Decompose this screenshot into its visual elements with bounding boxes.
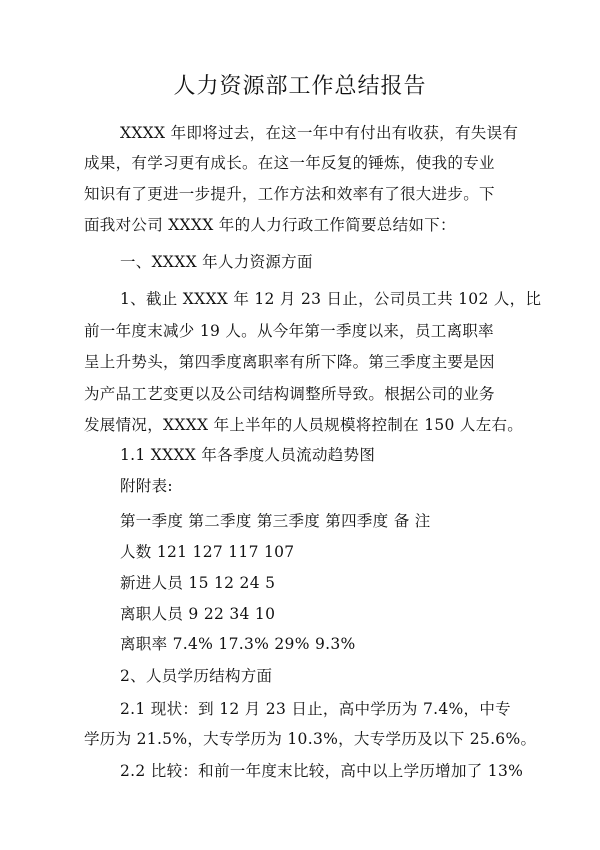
section2-heading: 2、人员学历结构方面 (120, 667, 273, 685)
intro-line-1: XXXX 年即将过去，在这一年中有付出有收获，有失误有 (120, 124, 519, 142)
section1-heading: 一、XXXX 年人力资源方面 (120, 253, 313, 271)
chart-caption: 1.1 XXXX 年各季度人员流动趋势图 (120, 446, 376, 464)
page-title: 人力资源部工作总结报告 (173, 74, 427, 99)
section1-item1-line-1: 1、截止 XXXX 年 12 月 23 日止，公司员工共 102 人，比 (120, 290, 542, 308)
table-header-row: 第一季度 第二季度 第三季度 第四季度 备 注 (120, 512, 431, 530)
section2-item2-line-1: 2.2 比较：和前一年度末比较，高中以上学历增加了 13% (120, 762, 524, 780)
table-row-headcount: 人数 121 127 117 107 (120, 543, 295, 561)
section1-item1-line-5: 发展情况，XXXX 年上半年的人员规模将控制在 150 人左右。 (84, 416, 524, 434)
table-row-new-hires: 新进人员 15 12 24 5 (120, 574, 276, 592)
section1-item1-line-2: 前一年度末减少 19 人。从今年第一季度以来，员工离职率 (84, 322, 494, 340)
section1-item1-line-3: 呈上升势头，第四季度离职率有所下降。第三季度主要是因 (84, 353, 495, 371)
attachment-label: 附附表: (120, 477, 173, 495)
table-row-turnover-rate: 离职率 7.4% 17.3% 29% 9.3% (120, 635, 356, 653)
intro-line-4: 面我对公司 XXXX 年的人力行政工作简要总结如下： (84, 216, 456, 234)
section1-item1-line-4: 为产品工艺变更以及公司结构调整所导致。根据公司的业务 (84, 385, 495, 403)
intro-line-2: 成果，有学习更有成长。在这一年反复的锤炼，使我的专业 (84, 154, 495, 172)
section2-item1-line-2: 学历为 21.5%，大专学历为 10.3%，大专学历及以下 25.6%。 (84, 730, 537, 748)
table-row-departures: 离职人员 9 22 34 10 (120, 605, 276, 623)
section2-item1-line-1: 2.1 现状：到 12 月 23 日止，高中学历为 7.4%，中专 (120, 700, 511, 718)
intro-line-3: 知识有了更进一步提升，工作方法和效率有了很大进步。下 (84, 185, 495, 203)
